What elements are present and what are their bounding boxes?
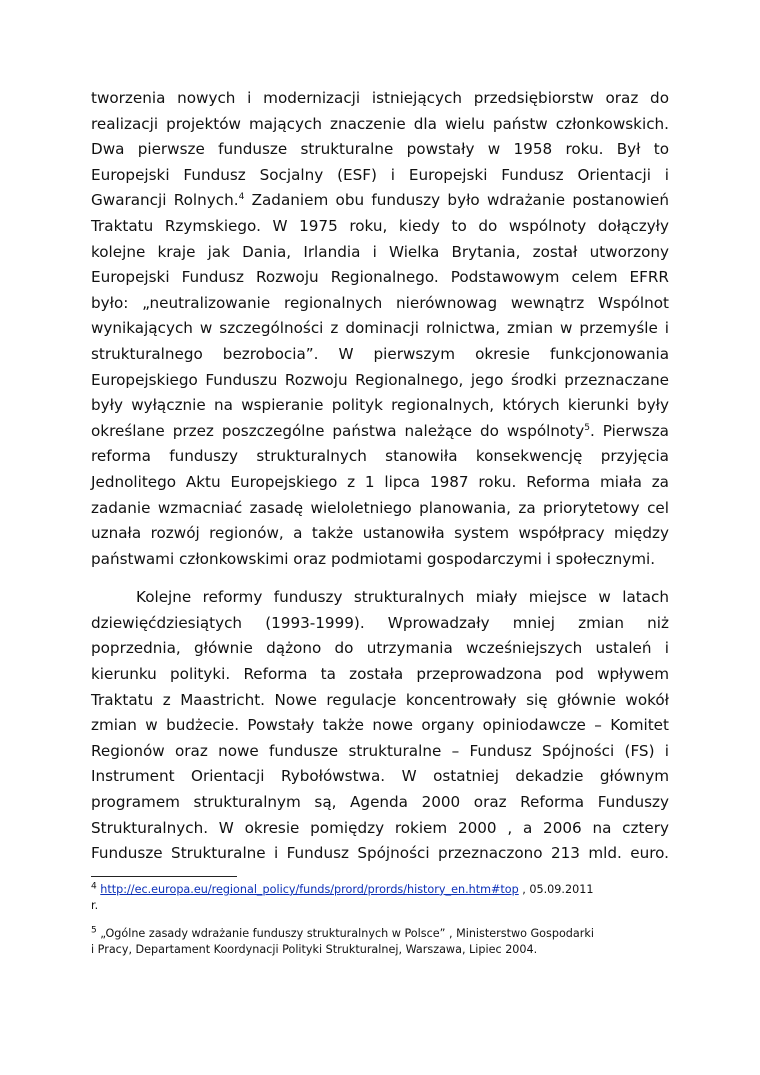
text-line [91, 419, 669, 445]
text-span: Zadaniem obu funduszy było wdrażanie postanowień [244, 191, 669, 210]
text-line: Fundusze Strukturalne i Fundusz Spójności przeznaczono 213 mld. euro. [91, 844, 669, 863]
text-line: kierunku polityki. Reforma ta została przeprowadzona pod wpływem [91, 665, 669, 684]
text-line: realizacji projektów mających znaczenie dla wielu państw członkowskich. [91, 114, 669, 133]
text-line: programem strukturalnym są, Agenda 2000 oraz Reforma Funduszy [91, 793, 669, 812]
text-line: tworzenia nowych i modernizacji istniejących przedsiębiorstw oraz do [91, 89, 669, 107]
footnote-spacer [91, 914, 669, 926]
text-span: określane przez poszczególne państwa należące do wspólnoty [91, 421, 585, 440]
text-line: państwami członkowskimi oraz podmiotami gospodarczymi i społecznymi. [91, 549, 656, 568]
footnote-line [91, 926, 669, 942]
text-line: uznała rozwój regionów, a także ustanowiła system współpracy między [91, 524, 669, 543]
text-line: Regionów oraz nowe fundusze strukturalne – Fundusz Spójności (FS) i [91, 741, 669, 760]
footnote-line: i Pracy, Departament Koordynacji Polityki Strukturalnej, Warszawa, Lipiec 2004. [91, 942, 538, 956]
text-line: Instrument Orientacji Rybołówstwa. W ostatniej dekadzie głównym [91, 767, 669, 786]
text-line: zmian w budżecie. Powstały także nowe organy opiniodawcze – Komitet [91, 716, 669, 735]
text-line: Jednolitego Aktu Europejskiego z 1 lipca 1987 roku. Reforma miała za [91, 472, 669, 491]
body-paragraph-2 [91, 585, 669, 867]
text-line: strukturalnego bezrobocia”. W pierwszym okresie funkcjonowania [91, 344, 669, 363]
footnote-ref-4[interactable]: 4 [238, 192, 245, 203]
footnote-text: „Ogólne zasady wdrażanie funduszy strukturalnych w Polsce” , Ministerstwo Gospodarki [96, 926, 594, 940]
paragraph-spacer [91, 572, 669, 585]
text-line: Europejskiego Funduszu Rozwoju Regionalnego, jego środki przeznaczane [91, 370, 669, 389]
footnote-line [91, 882, 669, 898]
text-line: poprzednia, głównie dążono do utrzymania wcześniejszych ustaleń i [91, 639, 669, 658]
text-line: Europejski Fundusz Rozwoju Regionalnego. Podstawowym celem EFRR [91, 268, 669, 287]
footnote-5 [91, 926, 669, 958]
text-line: wynikających w szczególności z dominacji rolnictwa, zmian w przemyśle i [91, 319, 669, 338]
footnote-date: , 05.09.2011 [518, 882, 594, 896]
text-line: było: „neutralizowanie regionalnych nierównowag wewnątrz Wspólnot [91, 293, 669, 312]
footnote-separator [91, 876, 237, 877]
text-line: Traktatu z Maastricht. Nowe regulacje koncentrowały się głównie wokół [91, 690, 669, 709]
text-line: zadanie wzmacniać zasadę wieloletniego planowania, za priorytetowy cel [91, 498, 669, 517]
text-line: były wyłącznie na wspieranie polityk regionalnych, których kierunki były [91, 396, 669, 415]
text-line: Traktatu Rzymskiego. W 1975 roku, kiedy to do wspólnoty dołączyły [91, 216, 669, 235]
footnote-4 [91, 882, 669, 914]
footnote-number: 4 [91, 881, 97, 892]
body-paragraph-1 [91, 86, 669, 572]
document-page [91, 86, 669, 958]
text-line [91, 188, 669, 214]
footnote-ref-5[interactable]: 5 [584, 422, 590, 433]
text-line: Dwa pierwsze fundusze strukturalne powstały w 1958 roku. Był to [91, 140, 669, 159]
text-line: Europejski Fundusz Socjalny (ESF) i Europejski Fundusz Orientacji i [91, 165, 669, 184]
text-line: Strukturalnych. W okresie pomiędzy rokiem 2000 , a 2006 na cztery [91, 818, 669, 837]
text-span: Gwarancji Rolnych. [91, 191, 239, 210]
footnote-number: 5 [91, 925, 97, 936]
text-line: Kolejne reformy funduszy strukturalnych miały miejsce w latach [136, 588, 669, 607]
text-line: dziewięćdziesiątych (1993-1999). Wprowadzały mniej zmian niż [91, 613, 669, 632]
text-span: . Pierwsza [589, 421, 669, 440]
text-line: reforma funduszy strukturalnych stanowiła konsekwencję przyjęcia [91, 447, 669, 466]
footnote-link[interactable]: http://ec.europa.eu/regional_policy/funds/prord/prords/history_en.htm#top [100, 882, 519, 896]
footnote-line: r. [91, 898, 99, 912]
text-line: kolejne kraje jak Dania, Irlandia i Wielka Brytania, został utworzony [91, 242, 669, 261]
